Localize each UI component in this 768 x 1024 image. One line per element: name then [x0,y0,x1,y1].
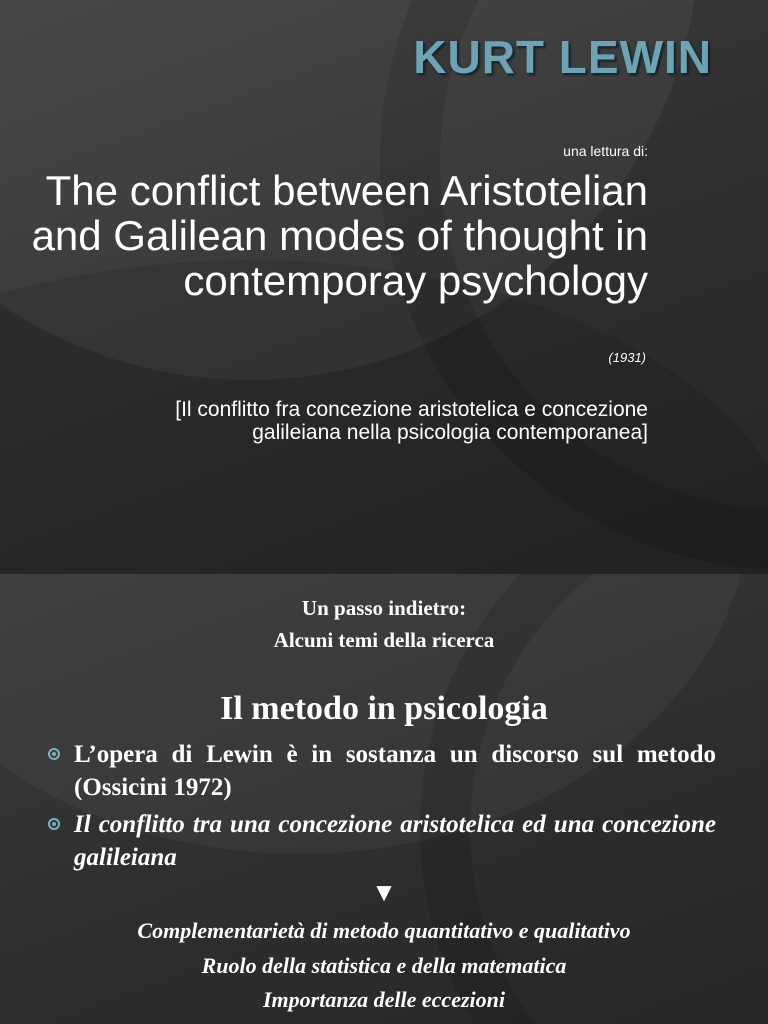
section-title: Il metodo in psicologia [220,690,548,727]
bullet-text: L’opera di Lewin è in sostanza un discorso sul metodo (Ossicini 1972) [74,741,716,801]
subtitle: una lettura di: [563,143,648,159]
publication-year: (1931) [608,350,646,365]
slide-title: KURT LEWIN [413,31,712,83]
book-title: The conflict between Aristotelian and Galilean modes of thought in contemporay psychology [31,167,648,304]
consequence-line: Ruolo della statistica e della matematica [201,953,567,978]
slide-2-heading: Un passo indietro: [301,596,467,620]
bullet-item [46,808,716,874]
bullet-list [46,738,716,878]
slide-2-subheading: Alcuni temi della ricerca [273,628,495,652]
bullet-item [46,738,716,804]
circle-bullet-icon [48,748,60,760]
italian-translation: [Il conflitto fra concezione aristotelica e concezione galileiana nella psicologia contemporanea] [175,398,648,444]
circle-bullet-icon [48,818,60,830]
consequence-line: Complementarietà di metodo quantitativo e qualitativo [137,918,631,943]
down-arrow-icon: ▼ [371,878,397,907]
consequence-line: Importanza delle eccezioni [263,987,505,1012]
bullet-text: Il conflitto tra una concezione aristotelica ed una concezione galileiana [74,811,716,871]
